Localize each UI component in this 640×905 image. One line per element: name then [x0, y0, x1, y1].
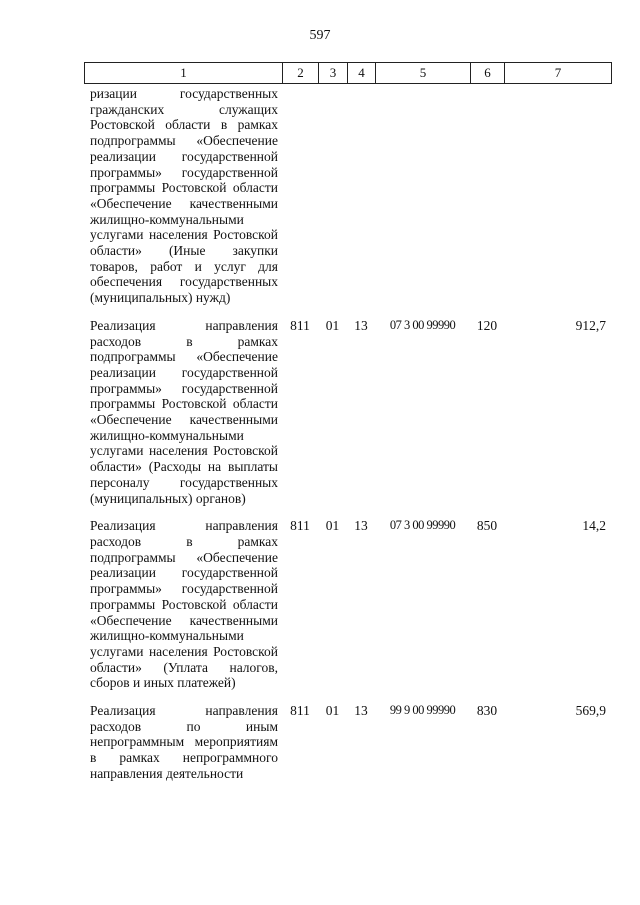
header-col-5: 5 [376, 63, 471, 83]
header-col-7: 7 [554, 65, 562, 80]
row-target-article: 07 3 00 99990 [389, 518, 456, 533]
row-description: Реализация направления расходов в рамках подпрограммы «Обеспечение реализации государственной программы» государственной программы Ростовской области «Обеспечение качественными жилищно-коммунальными услугами населения Ростовской области» (Расходы на выплаты персоналу государственных (муниципальных) органов) [90, 317, 278, 506]
row-target-article: 99 9 00 99990 [389, 703, 456, 718]
table-row [84, 318, 610, 506]
row-admin-code: 811 [290, 703, 310, 719]
row-target-article: 07 3 00 99990 [389, 317, 456, 332]
header-col-3: 3 [319, 63, 348, 83]
table-row [84, 703, 610, 782]
row-expense-type: 120 [476, 317, 498, 333]
header-col-4: 4 [348, 63, 376, 83]
row-section: 01 [325, 518, 340, 534]
row-subsection: 13 [354, 317, 368, 333]
row-section: 01 [325, 703, 340, 719]
row-expense-type [470, 86, 504, 306]
table-row [84, 86, 610, 306]
header-col-6: 6 [471, 63, 505, 83]
row-subsection [347, 86, 375, 306]
row-description: Реализация направления расходов в рамках подпрограммы «Обеспечение реализации государственной программы» государственной программы Ростовской области «Обеспечение качественными жилищно-коммунальными услугами населения Ростовской области» (Уплата налогов, сборов и иных платежей) [90, 518, 278, 691]
table-body [84, 86, 610, 794]
header-col-2: 2 [283, 63, 319, 83]
row-subsection: 13 [354, 518, 368, 534]
row-section [318, 86, 347, 306]
header-col-1: 1 [85, 63, 283, 83]
row-amount: 912,7 [575, 317, 606, 333]
page-number: 597 [309, 28, 331, 43]
row-admin-code [282, 86, 318, 306]
table-header [84, 62, 612, 84]
table-row [84, 518, 610, 691]
row-subsection: 13 [354, 703, 368, 719]
row-description: Реализация направления расходов по иным непрограммным мероприятиям в рамках непрограммного направления деятельности [90, 703, 278, 781]
row-expense-type: 830 [476, 703, 498, 719]
row-section: 01 [325, 317, 340, 333]
row-amount [504, 86, 610, 306]
row-admin-code: 811 [290, 518, 310, 534]
row-expense-type: 850 [476, 518, 498, 534]
row-description: ризации государственных гражданских служащих Ростовской области в рамках подпрограммы «Обеспечение реализации государственной программы» государственной программы Ростовской области «Обеспечение качественными жилищно-коммунальными услугами населения Ростовской области» (Иные закупки товаров, работ и услуг для обеспечения государственных (муниципальных) нужд) [90, 86, 278, 306]
row-amount: 569,9 [575, 703, 606, 719]
row-admin-code: 811 [290, 317, 310, 333]
row-amount: 14,2 [582, 518, 606, 534]
row-target-article [375, 86, 470, 306]
